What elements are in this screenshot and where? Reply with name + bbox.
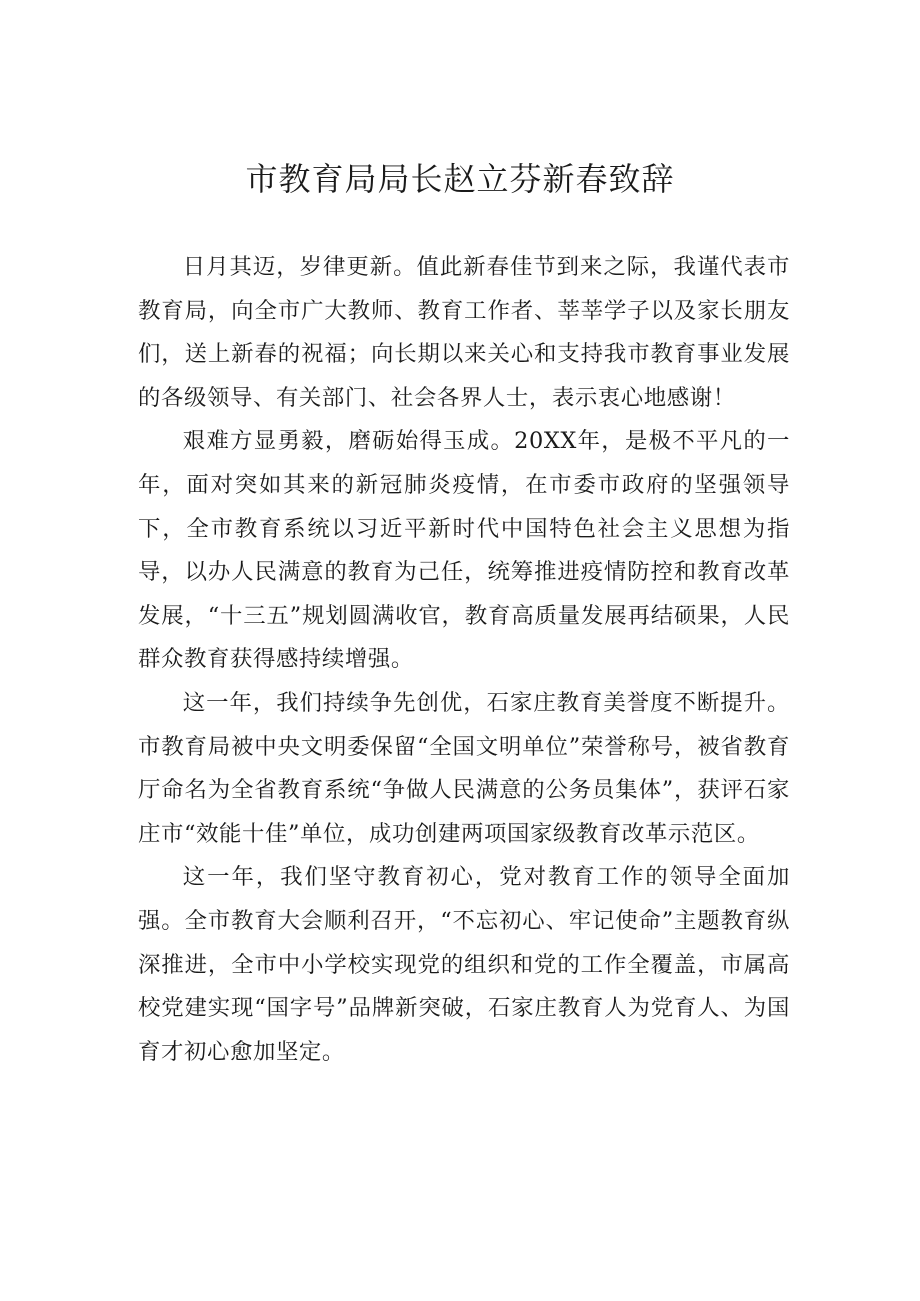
- paragraph-4: 这一年，我们坚守教育初心，党对教育工作的领导全面加强。全市教育大会顺利召开，“不忘初心、牢记使命”主题教育纵深推进，全市中小学校实现党的组织和党的工作全覆盖，市属高校党建实现“国字号”品牌新突破，石家庄教育人为党育人、为国育才初心愈加坚定。: [138, 864, 790, 1065]
- document-body: [138, 246, 790, 1074]
- paragraph-2: 艰难方显勇毅，磨砺始得玉成。20XX年，是极不平凡的一年，面对突如其来的新冠肺炎疫情，在市委市政府的坚强领导下，全市教育系统以习近平新时代中国特色社会主义思想为指导，以办人民满意的教育为己任，统筹推进疫情防控和教育改革发展，“十三五”规划圆满收官，教育高质量发展再结硕果，人民群众教育获得感持续增强。: [138, 428, 790, 673]
- document-title: 市教育局局长赵立芬新春致辞: [245, 160, 675, 198]
- paragraph-3: 这一年，我们持续争先创优，石家庄教育美誉度不断提升。市教育局被中央文明委保留“全国文明单位”荣誉称号，被省教育厅命名为全省教育系统“争做人民满意的公务员集体”，获评石家庄市“效能十佳”单位，成功创建两项国家级教育改革示范区。: [138, 689, 790, 847]
- paragraph-1: 日月其迈，岁律更新。值此新春佳节到来之际，我谨代表市教育局，向全市广大教师、教育工作者、莘莘学子以及家长朋友们，送上新春的祝福；向长期以来关心和支持我市教育事业发展的各级领导、有关部门、社会各界人士，表示衷心地感谢！: [138, 254, 790, 411]
